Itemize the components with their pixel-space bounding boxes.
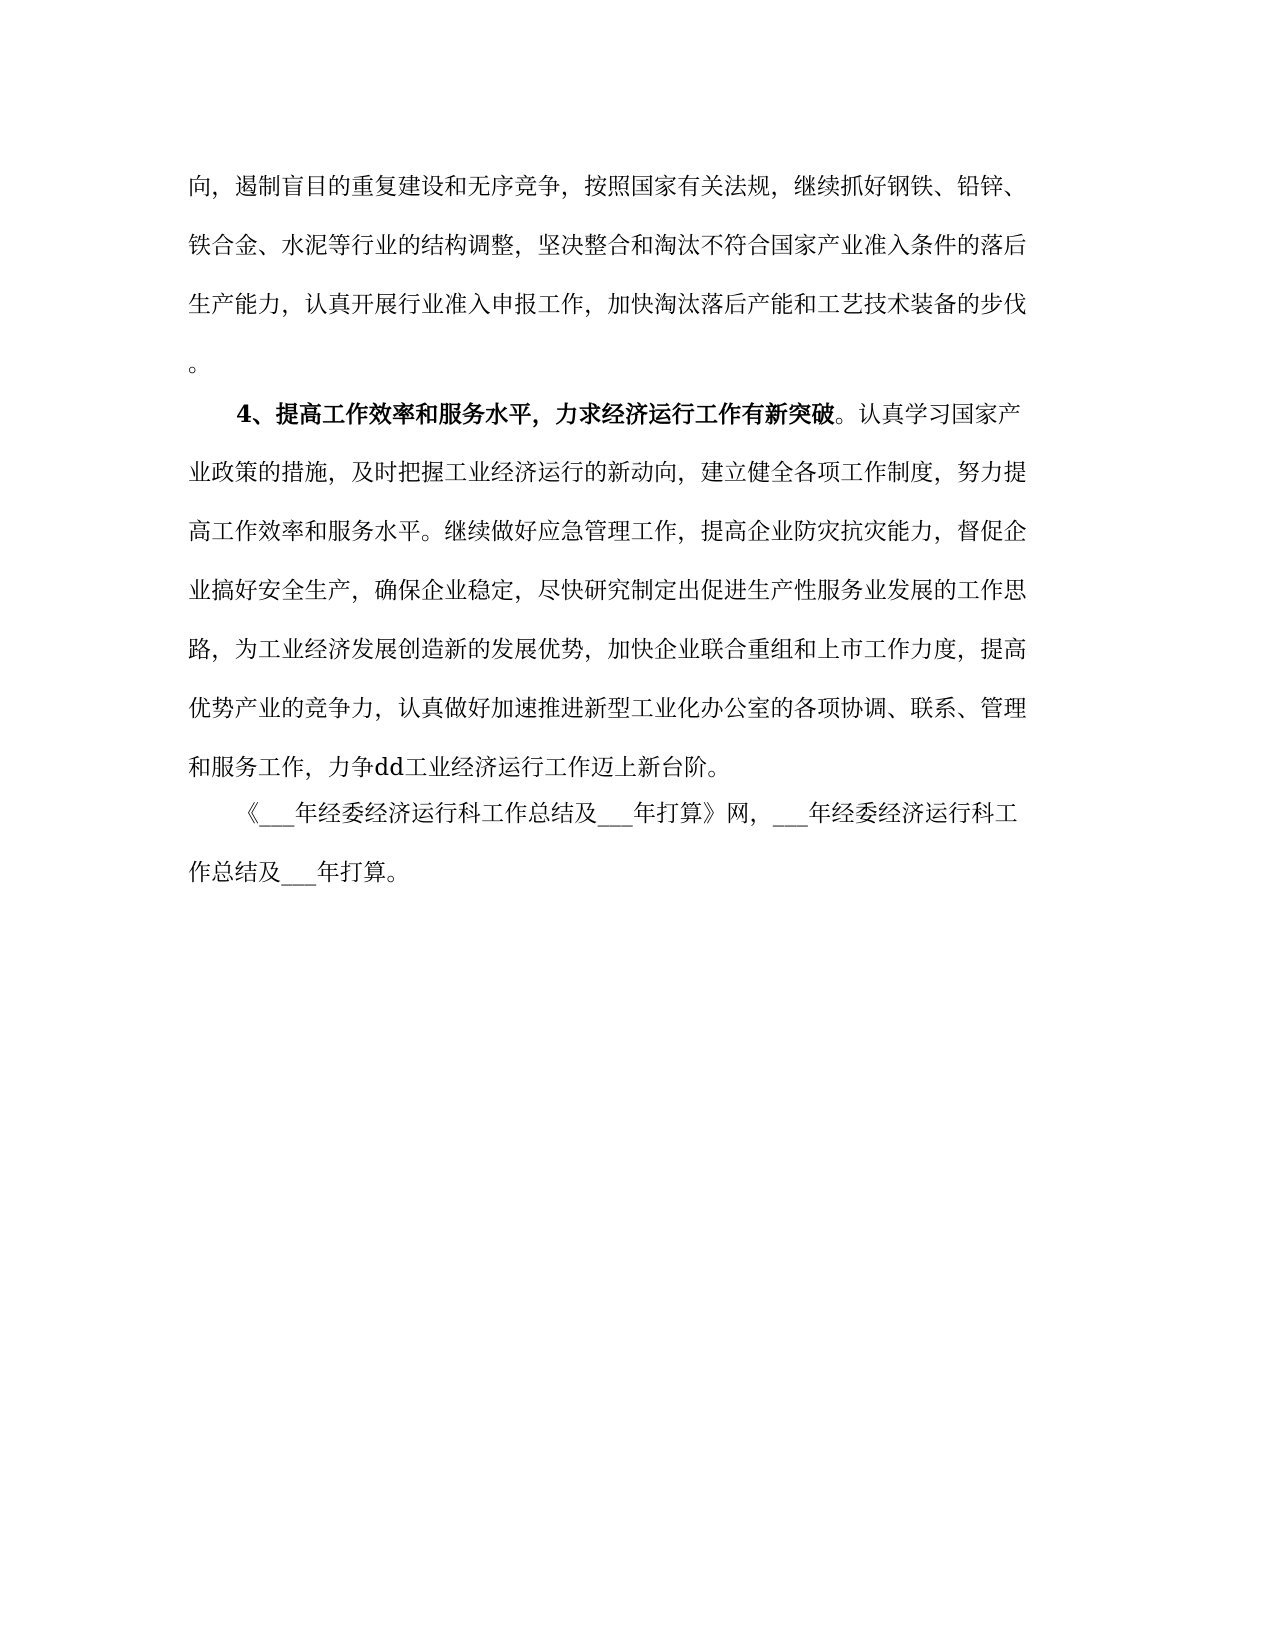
text-line: 业政策的措施，及时把握工业经济运行的新动向，建立健全各项工作制度，努力提 <box>188 460 1027 486</box>
paragraph-continued <box>188 158 1088 394</box>
text-line: 向，遏制盲目的重复建设和无序竞争，按照国家有关法规，继续抓好钢铁、铅锌、 <box>188 174 1027 200</box>
paragraph-heading-continuation: 。认真学习国家产 <box>834 402 1022 428</box>
text-line: 。 <box>188 351 212 377</box>
text-line: 铁合金、水泥等行业的结构调整，坚决整合和淘汰不符合国家产业准入条件的落后 <box>188 233 1027 259</box>
paragraph-footer <box>188 785 1088 903</box>
text-line: 作总结及___年打算。 <box>188 860 410 886</box>
paragraph-heading: 4、提高工作效率和服务水平，力求经济运行工作有新突破 <box>236 401 835 428</box>
text-line: 《___年经委经济运行科工作总结及___年打算》网，___年经委经济运行科工 <box>236 801 1018 827</box>
text-line: 和服务工作，力争dd工业经济运行工作迈上新台阶。 <box>188 755 731 781</box>
text-line: 生产能力，认真开展行业准入申报工作，加快淘汰落后产能和工艺技术装备的步伐 <box>188 292 1027 318</box>
paragraph-first-line <box>188 385 1088 444</box>
text-line: 高工作效率和服务水平。继续做好应急管理工作，提高企业防灾抗灾能力，督促企 <box>188 519 1027 545</box>
paragraph-4 <box>188 385 1088 798</box>
text-line: 业搞好安全生产，确保企业稳定，尽快研究制定出促进生产性服务业发展的工作思 <box>188 578 1027 604</box>
text-line: 优势产业的竞争力，认真做好加速推进新型工业化办公室的各项协调、联系、管理 <box>188 696 1027 722</box>
text-line: 路，为工业经济发展创造新的发展优势，加快企业联合重组和上市工作力度，提高 <box>188 637 1027 663</box>
